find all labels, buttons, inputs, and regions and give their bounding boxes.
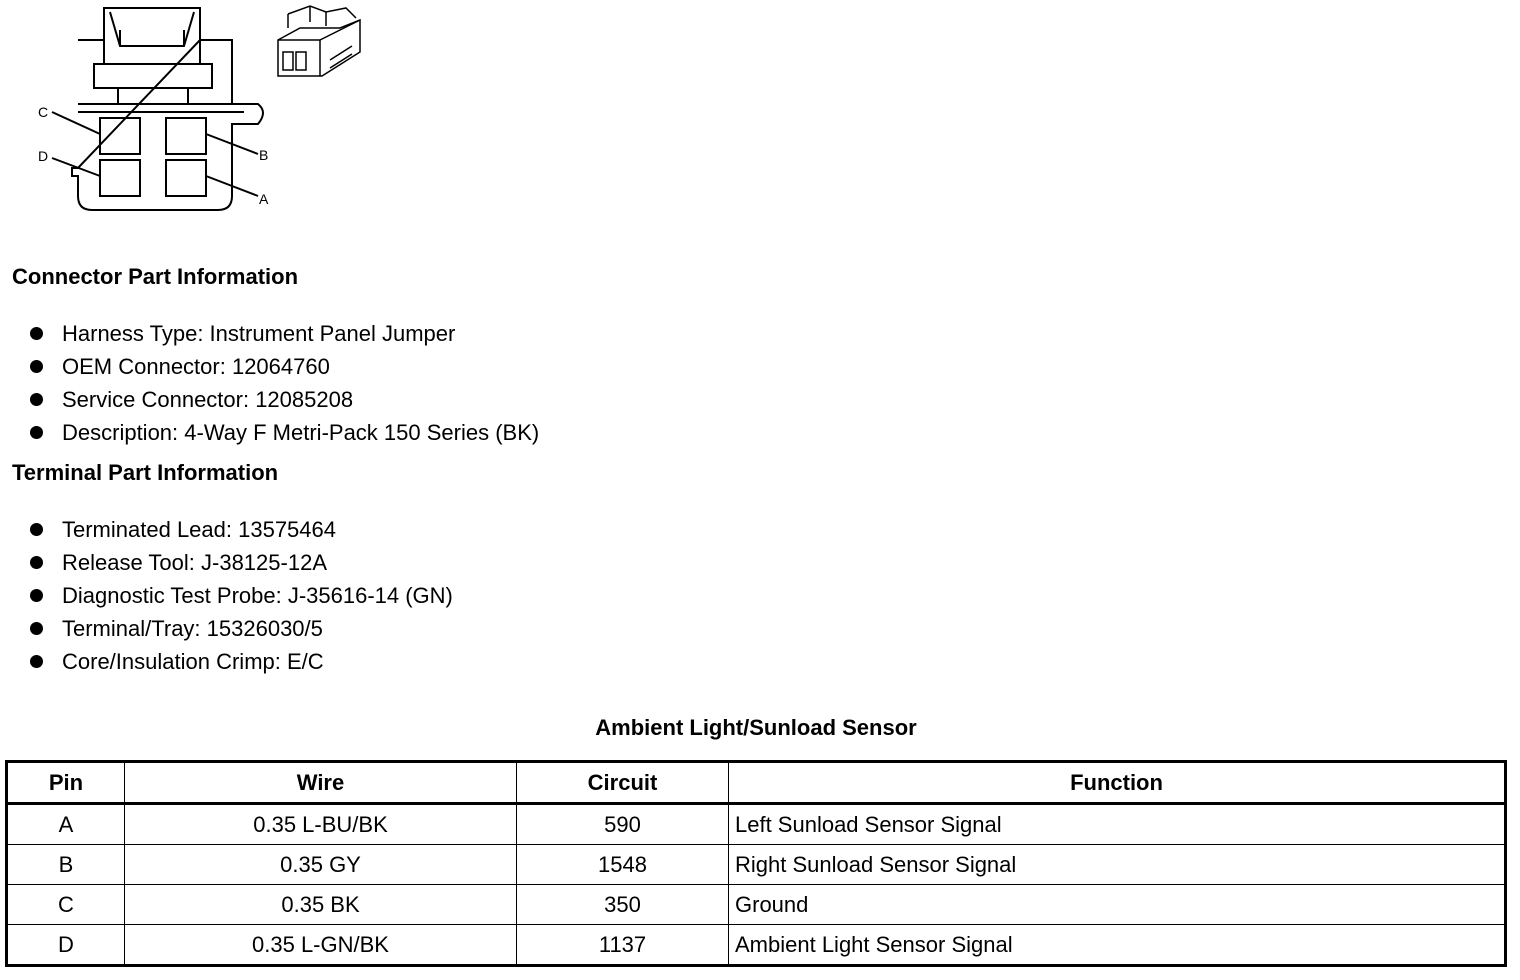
terminal-part-info-heading: Terminal Part Information: [12, 460, 279, 485]
column-header-pin: Pin: [7, 762, 125, 804]
connector-latch-ramp: [110, 12, 194, 46]
bullet-icon: [30, 393, 43, 406]
cell-circuit: 350: [517, 885, 729, 925]
cell-wire: 0.35 GY: [125, 845, 517, 885]
bullet-icon: [30, 622, 43, 635]
cavity-a: [166, 160, 206, 196]
leader-line-d: [52, 158, 100, 176]
cell-wire: 0.35 L-BU/BK: [125, 804, 517, 845]
pin-label-b: B: [259, 147, 269, 163]
list-item: Release Tool: J-38125-12A: [28, 546, 453, 579]
cell-pin: B: [7, 845, 125, 885]
pin-label-a: A: [259, 191, 269, 207]
cavity-b: [166, 118, 206, 154]
bullet-icon: [30, 327, 43, 340]
list-item: Description: 4-Way F Metri-Pack 150 Series (BK): [28, 416, 539, 449]
cell-function: Right Sunload Sensor Signal: [729, 845, 1506, 885]
table-row: [7, 925, 1506, 966]
connector-part-info-heading: Connector Part Information: [12, 264, 299, 289]
cell-function: Ground: [729, 885, 1506, 925]
list-item: Terminated Lead: 13575464: [28, 513, 453, 546]
list-item: OEM Connector: 12064760: [28, 350, 539, 383]
list-item: Core/Insulation Crimp: E/C: [28, 645, 453, 678]
list-item: Diagnostic Test Probe: J-35616-14 (GN): [28, 579, 453, 612]
connector-latch-detail: [120, 30, 184, 46]
cell-circuit: 1548: [517, 845, 729, 885]
list-item: Harness Type: Instrument Panel Jumper: [28, 317, 539, 350]
table-header-row: [7, 762, 1506, 804]
table-row: [7, 885, 1506, 925]
cell-function: Left Sunload Sensor Signal: [729, 804, 1506, 845]
bullet-icon: [30, 556, 43, 569]
list-item: Service Connector: 12085208: [28, 383, 539, 416]
pin-label-d: D: [38, 148, 49, 164]
bullet-icon: [30, 426, 43, 439]
cell-pin: D: [7, 925, 125, 966]
pin-label-c: C: [38, 104, 49, 120]
table-row: [7, 804, 1506, 845]
column-header-circuit: Circuit: [517, 762, 729, 804]
column-header-wire: Wire: [125, 762, 517, 804]
bullet-icon: [30, 523, 43, 536]
column-header-function: Function: [729, 762, 1506, 804]
cell-circuit: 1137: [517, 925, 729, 966]
connector-face-diagram: [30, 0, 380, 225]
connector-latch-base: [94, 64, 212, 88]
terminal-part-info-list: [28, 513, 453, 678]
pin-table-title: Ambient Light/Sunload Sensor: [595, 715, 917, 740]
cell-function: Ambient Light Sensor Signal: [729, 925, 1506, 966]
cell-wire: 0.35 BK: [125, 885, 517, 925]
bullet-icon: [30, 655, 43, 668]
leader-line-c: [52, 112, 100, 134]
pin-table: [5, 760, 1507, 967]
cell-circuit: 590: [517, 804, 729, 845]
bullet-icon: [30, 360, 43, 373]
cell-pin: A: [7, 804, 125, 845]
connector-part-info-list: [28, 317, 539, 449]
cell-pin: C: [7, 885, 125, 925]
connector-isometric-icon: [278, 6, 360, 76]
bullet-icon: [30, 589, 43, 602]
list-item: Terminal/Tray: 15326030/5: [28, 612, 453, 645]
table-row: [7, 845, 1506, 885]
cell-wire: 0.35 L-GN/BK: [125, 925, 517, 966]
cavity-d: [100, 160, 140, 196]
